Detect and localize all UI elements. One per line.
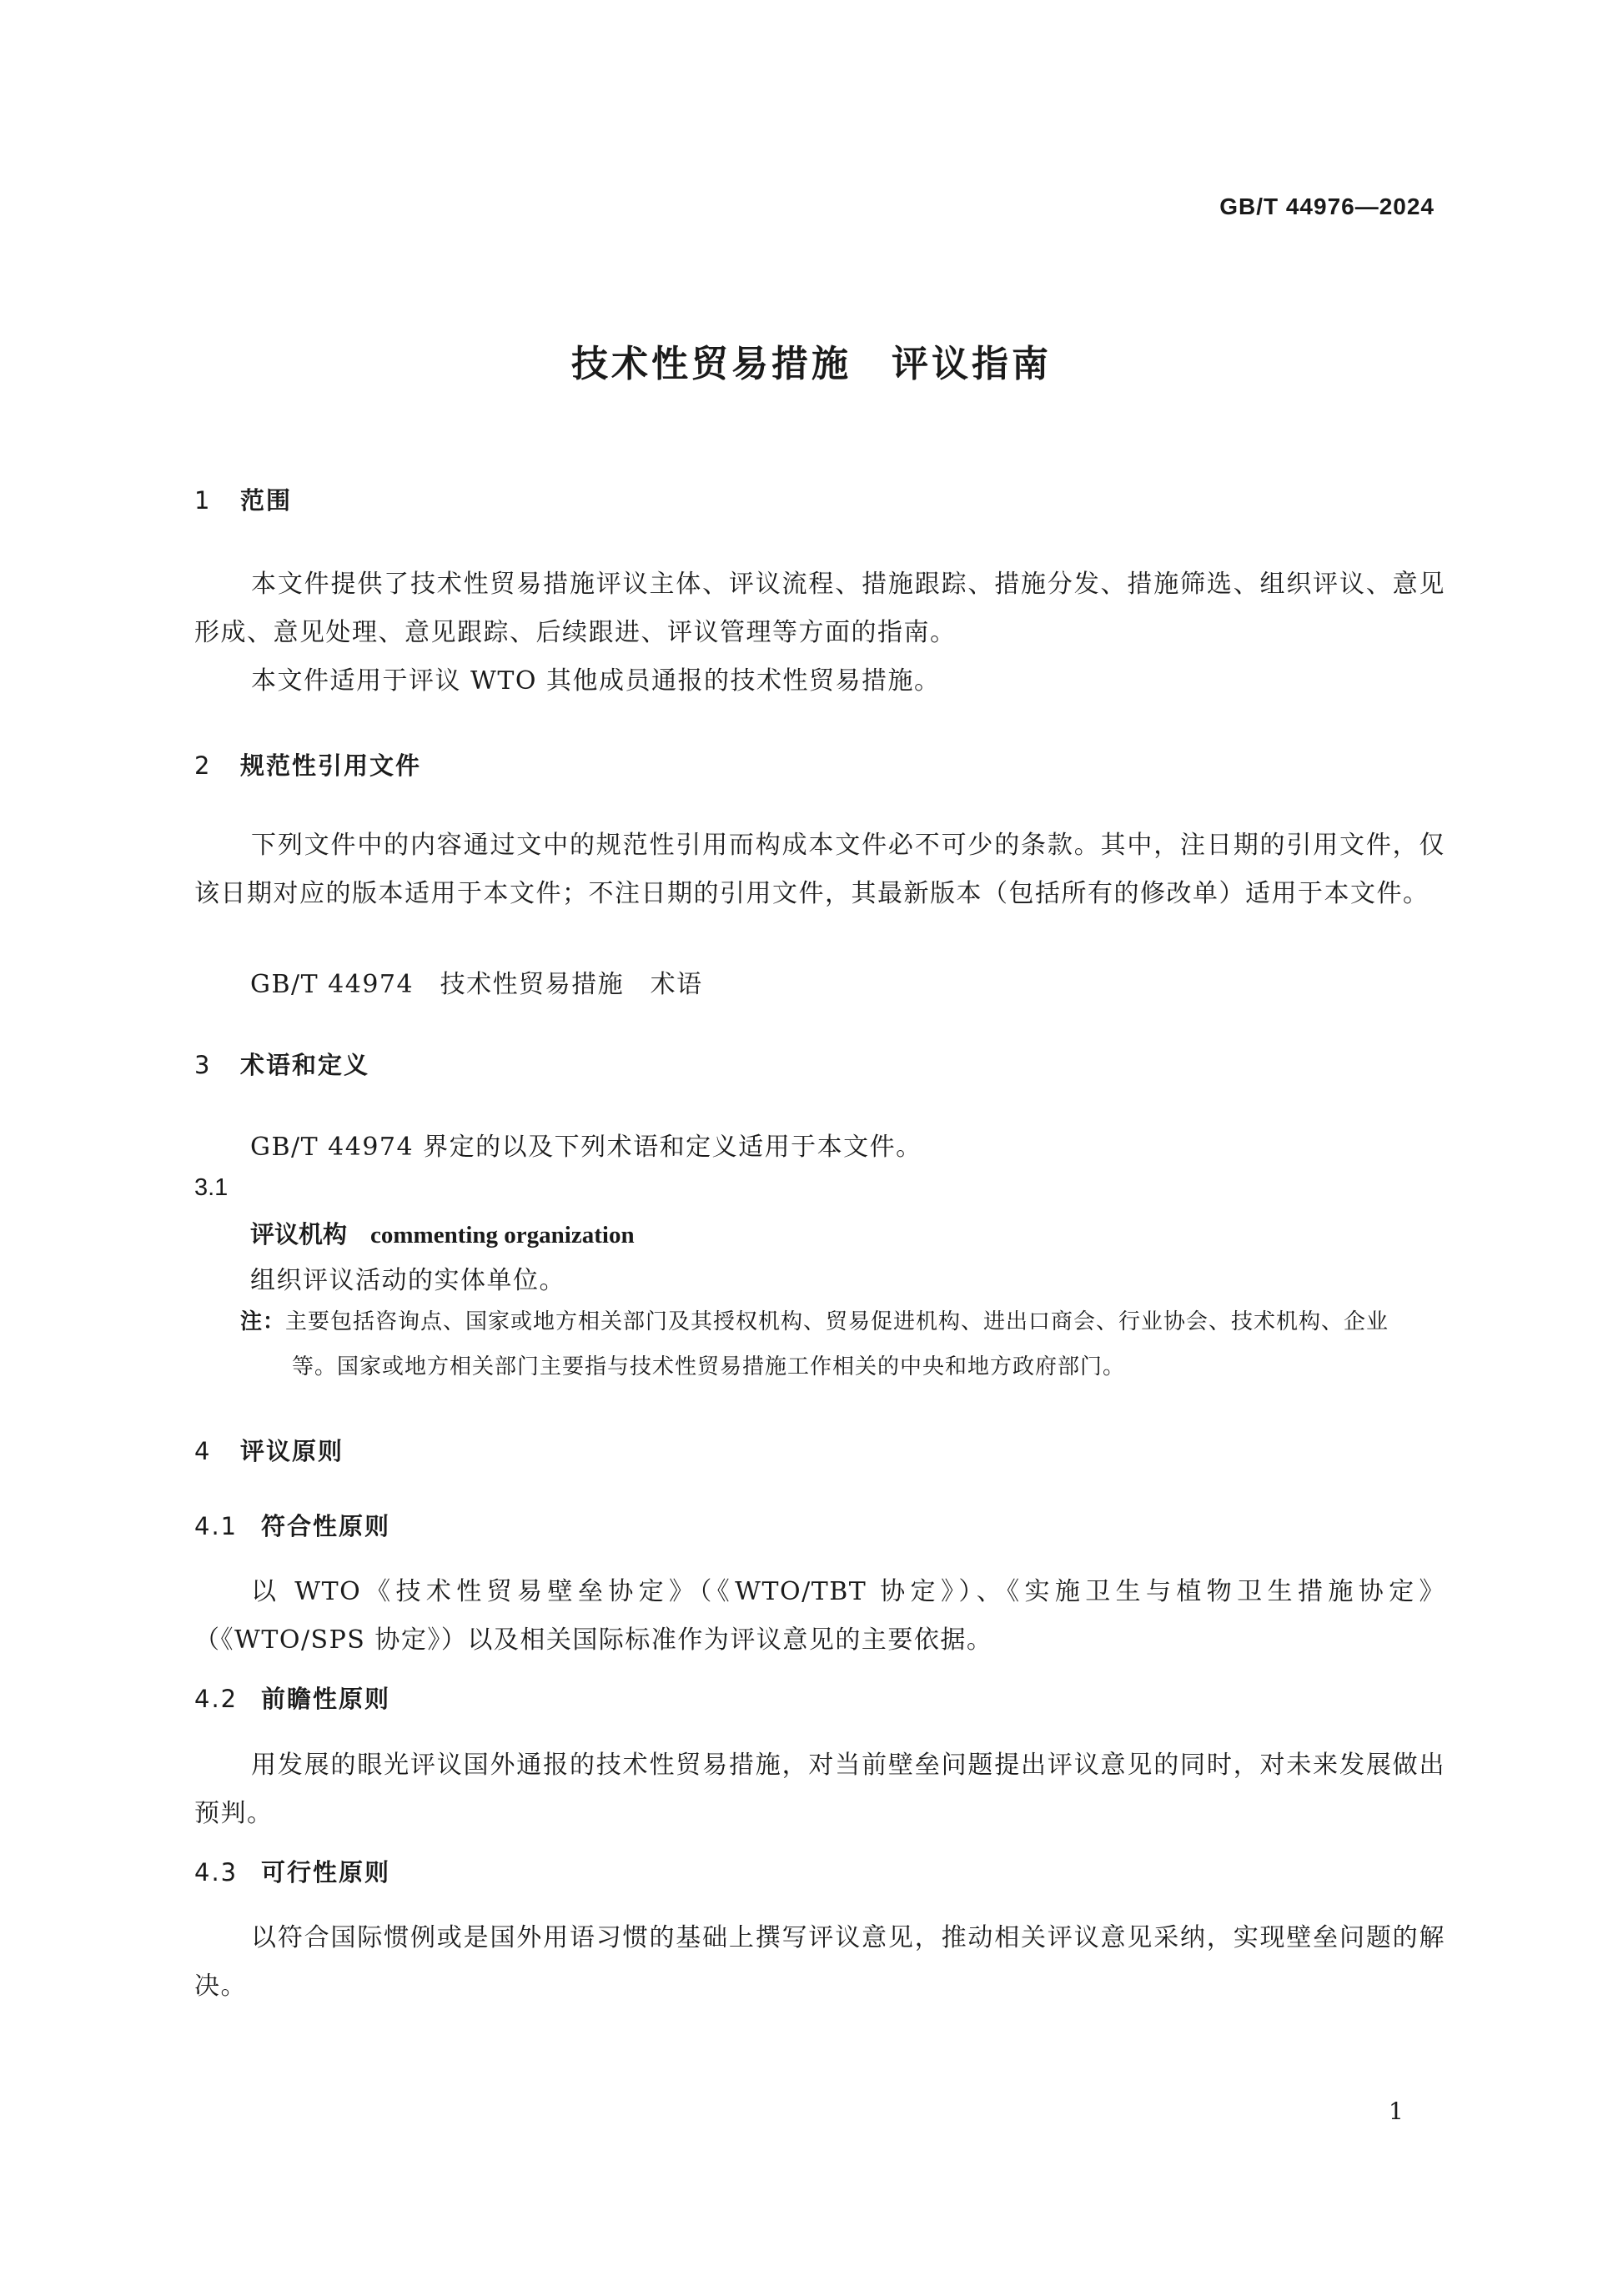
section-4-1-heading (194, 1508, 390, 1542)
term-number: 3.1 (194, 1174, 229, 1201)
section-title: 评议原则 (240, 1437, 344, 1465)
note-label: 注： (240, 1309, 286, 1334)
section-number: 2 (194, 751, 212, 780)
section-4-2-heading (194, 1681, 390, 1715)
section-4-1-paragraph: 以 WTO《技术性贸易壁垒协定》（《WTO/TBT 协定》）、《实施卫生与植物卫生措施协定》（《WTO/SPS 协定》）以及相关国际标准作为评议意见的主要依据。 (194, 1577, 1445, 1655)
section-number: 3 (194, 1051, 212, 1079)
section-title: 术语和定义 (240, 1051, 370, 1079)
section-1-paragraph-2: 本文件适用于评议 WTO 其他成员通报的技术性贸易措施。 (251, 666, 941, 696)
subsection-title: 前瞻性原则 (261, 1685, 391, 1713)
subsection-title: 可行性原则 (261, 1858, 391, 1887)
section-4-3-paragraph: 以符合国际惯例或是国外用语习惯的基础上撰写评议意见，推动相关评议意见采纳，实现壁垒问题的解决。 (194, 1923, 1445, 2001)
term-english: commenting organization (370, 1222, 635, 1248)
section-title: 范围 (240, 486, 293, 515)
note-line-2: 等。国家或地方相关部门主要指与技术性贸易措施工作相关的中央和地方政府部门。 (292, 1354, 1126, 1379)
section-number: 1 (194, 486, 212, 515)
page-number: 1 (1389, 2098, 1404, 2125)
section-number: 4 (194, 1437, 212, 1465)
term-chinese: 评议机构 (250, 1220, 348, 1248)
section-4-heading (194, 1433, 344, 1467)
section-1-paragraph-1: 本文件提供了技术性贸易措施评议主体、评议流程、措施跟踪、措施分发、措施筛选、组织评议、意见形成、意见处理、意见跟踪、后续跟进、评议管理等方面的指南。 (194, 570, 1445, 647)
section-2-heading (194, 747, 421, 781)
term-entry (250, 1216, 635, 1250)
term-definition: 组织评议活动的实体单位。 (250, 1266, 565, 1295)
standard-number: GB/T 44976—2024 (1219, 193, 1435, 219)
subsection-title: 符合性原则 (261, 1512, 391, 1540)
section-4-3-heading (194, 1854, 390, 1888)
subsection-number: 4.3 (194, 1858, 239, 1887)
section-3-heading (194, 1047, 369, 1081)
section-4-2-paragraph: 用发展的眼光评议国外通报的技术性贸易措施，对当前壁垒问题提出评议意见的同时，对未来发展做出预判。 (194, 1751, 1445, 1828)
section-title: 规范性引用文件 (240, 751, 422, 780)
note-line-1: 主要包括咨询点、国家或地方相关部门及其授权机构、贸易促进机构、进出口商会、行业协会、技术机构、企业 (285, 1309, 1389, 1334)
terms-intro: GB/T 44974 界定的以及下列术语和定义适用于本文件。 (250, 1133, 922, 1162)
section-2-paragraph: 下列文件中的内容通过文中的规范性引用而构成本文件必不可少的条款。其中，注日期的引用文件，仅该日期对应的版本适用于本文件；不注日期的引用文件，其最新版本（包括所有的修改单）适用于本文件。 (194, 831, 1445, 908)
subsection-number: 4.1 (194, 1512, 239, 1540)
subsection-number: 4.2 (194, 1685, 239, 1713)
section-1-heading (194, 482, 292, 516)
term-note (240, 1301, 1445, 1343)
normative-reference: GB/T 44974 技术性贸易措施 术语 (250, 970, 703, 999)
document-title: 技术性贸易措施 评议指南 (571, 343, 1052, 385)
